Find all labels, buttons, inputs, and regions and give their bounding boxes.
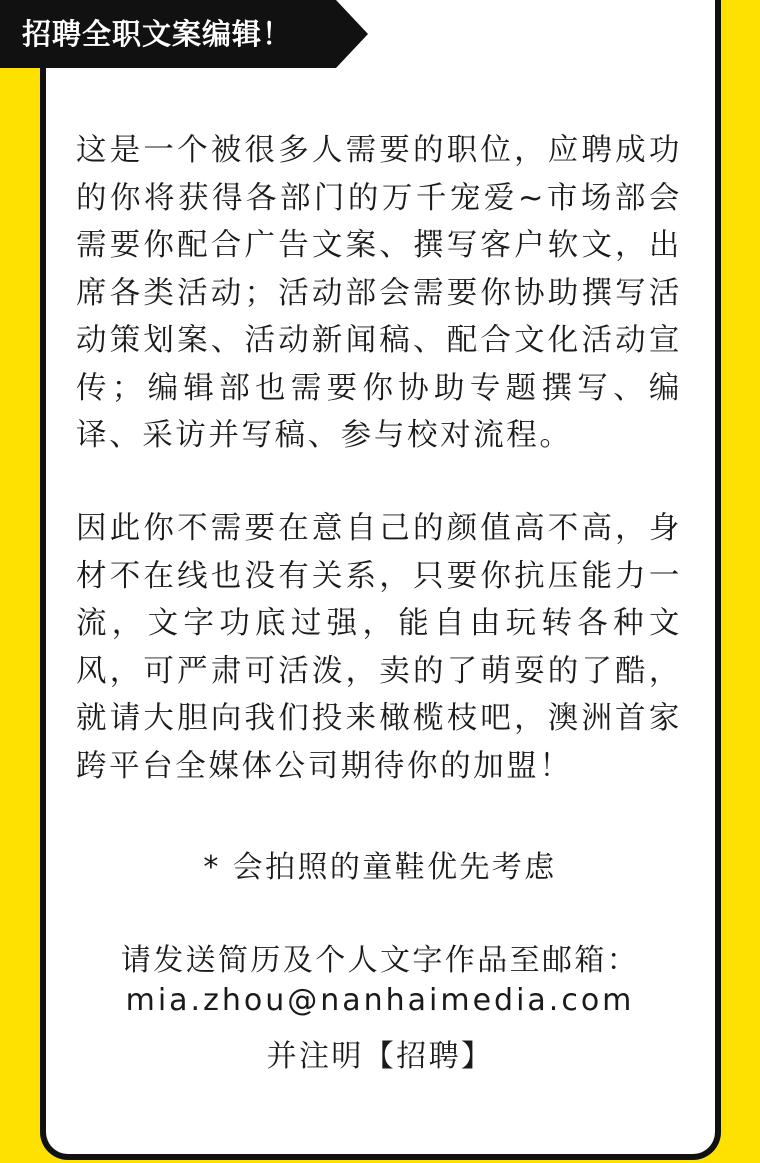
- banner-title: 招聘全职文案编辑！: [22, 17, 293, 51]
- contact-email: mia.zhou@nanhaimedia.com: [125, 983, 635, 1018]
- contact-subject-note: 并注明【招聘】: [266, 1039, 494, 1074]
- photography-note: * 会拍照的童鞋优先考虑: [203, 850, 557, 885]
- contact-instruction: 请发送简历及个人文字作品至邮箱：: [120, 943, 640, 978]
- description-paragraph-1: 这是一个被很多人需要的职位，应聘成功的你将获得各部门的万千宠爱~市场部会需要你配合广告文案、撰写客户软文，出席各类活动；活动部会需要你协助撰写活动策划案、活动新闻稿、配合文化活动宣传；编辑部也需要你协助专题撰写、编译、采访并写稿、参与校对流程。: [76, 133, 682, 453]
- description-paragraph-2: 因此你不需要在意自己的颜值高不高，身材不在线也没有关系，只要你抗压能力一流，文字功底过强，能自由玩转各种文风，可严肃可活泼，卖的了萌耍的了酷，就请大胆向我们投来橄榄枝吧，澳洲首家跨平台全媒体公司期待你的加盟！: [76, 511, 682, 784]
- title-banner: [0, 0, 368, 68]
